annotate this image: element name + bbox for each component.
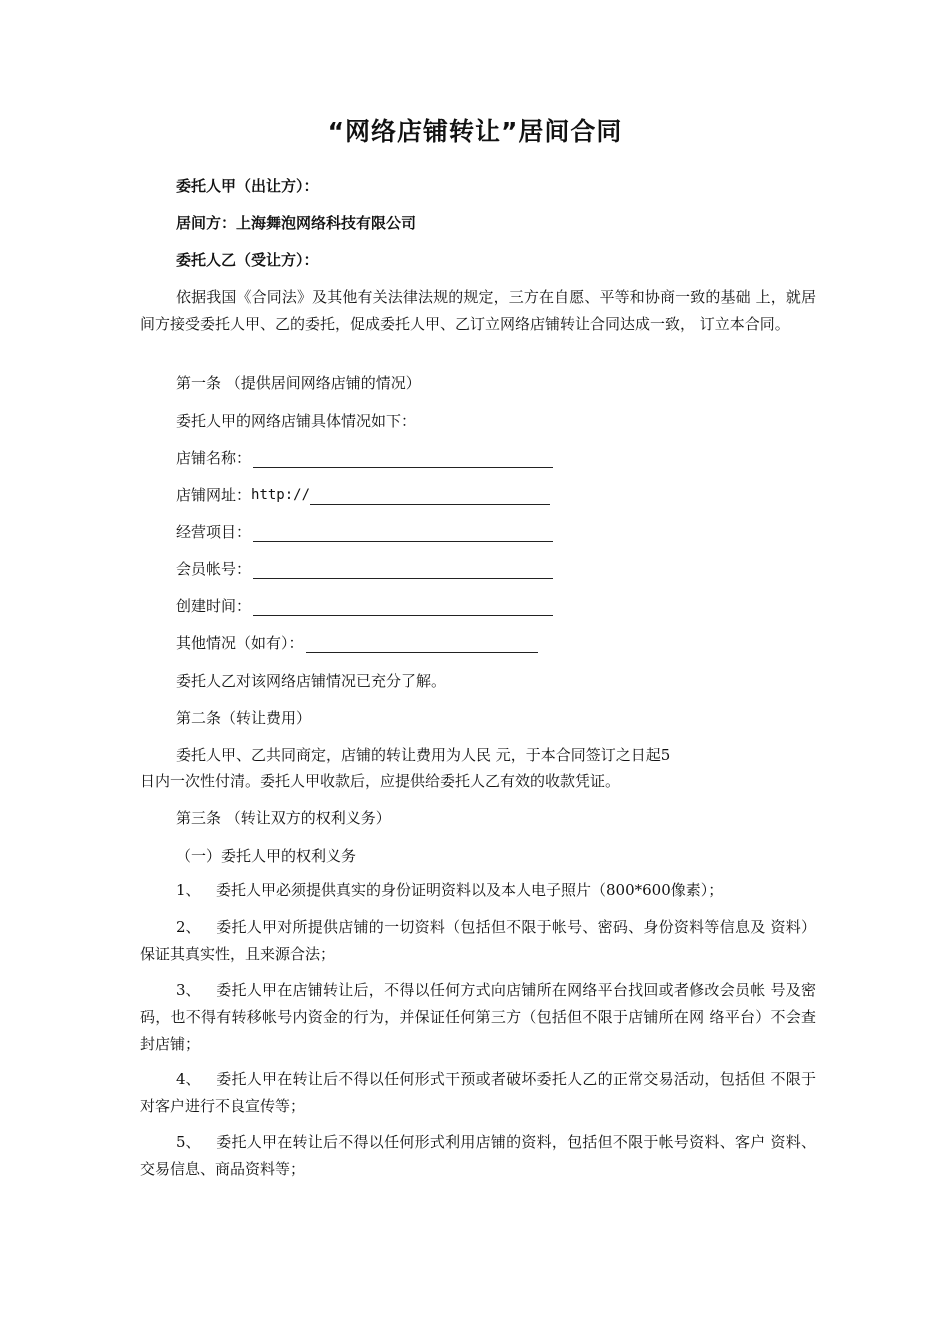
other-field [176, 633, 538, 653]
article1-heading: 第一条 （提供居间网络店铺的情况） [176, 374, 421, 392]
item-text: 委托人甲必须提供真实的身份证明资料以及本人电子照片（800*600像素）； [216, 881, 724, 899]
other-blank [306, 637, 538, 653]
item-text: 委托人甲对所提供店铺的一切资料（包括但不限于帐号、密码、身份资料等信息及 资料）保证其真实性，且来源合法； [140, 918, 816, 963]
party-b-label: 委托人乙（受让方）： [176, 251, 319, 269]
item-number: 1、 [176, 881, 201, 899]
document-title: “网络店铺转让”居间合同 [327, 117, 623, 146]
broker-label: 居间方：上海舞泡网络科技有限公司 [176, 214, 417, 232]
store-name-blank [253, 452, 553, 468]
item-number: 4、 [176, 1070, 201, 1088]
store-url-label: 店铺网址： [176, 486, 252, 504]
item-text: 委托人甲在转让后不得以任何形式干预或者破坏委托人乙的正常交易活动，包括但 不限于对客户进行不良宣传等； [140, 1070, 816, 1115]
article2-line2: 日内一次性付清。委托人甲收款后，应提供给委托人乙有效的收款凭证。 [140, 772, 621, 790]
item-text: 委托人甲在转让后不得以任何形式利用店铺的资料，包括但不限于帐号资料、客户 资料、交易信息、商品资料等； [140, 1133, 816, 1178]
item-number: 5、 [176, 1133, 201, 1151]
preamble-paragraph: 依据我国《合同法》及其他有关法律法规的规定，三方在自愿、平等和协商一致的基础 上，就居间方接受委托人甲、乙的委托，促成委托人甲、乙订立网络店铺转让合同达成一致， 订立本合同。 [140, 288, 816, 333]
obligation-item [140, 877, 816, 904]
article1-intro: 委托人甲的网络店铺具体情况如下： [176, 412, 417, 430]
item-text: 委托人甲在店铺转让后，不得以任何方式向店铺所在网络平台找回或者修改会员帐 号及密码，也不得有转移帐号内资金的行为，并保证任何第三方（包括但不限于店铺所在网 络平台）不会查封店铺； [140, 981, 816, 1053]
created-time-label: 创建时间： [176, 597, 252, 615]
article1-acknowledge: 委托人乙对该网络店铺情况已充分了解。 [176, 672, 447, 690]
store-name-label: 店铺名称： [176, 449, 252, 467]
store-url-prefix: http:// [251, 487, 311, 503]
article3-heading: 第三条 （转让双方的权利义务） [176, 809, 391, 827]
business-label: 经营项目： [176, 523, 252, 541]
item-number: 2、 [176, 918, 201, 936]
article2-line1: 委托人甲、乙共同商定，店铺的转让费用为人民 元，于本合同签订之日起5 [176, 746, 671, 764]
store-url-field [176, 485, 550, 505]
created-time-blank [253, 600, 553, 616]
obligation-item [140, 1129, 816, 1183]
obligation-item [140, 914, 816, 968]
member-account-blank [253, 563, 553, 579]
article3-sub1: （一）委托人甲的权利义务 [176, 847, 357, 865]
other-label: 其他情况（如有）： [176, 634, 304, 652]
article2-heading: 第二条（转让费用） [176, 709, 312, 727]
business-blank [253, 526, 553, 542]
store-name-field [176, 448, 553, 468]
member-account-label: 会员帐号： [176, 560, 252, 578]
created-time-field [176, 596, 553, 616]
item-number: 3、 [176, 981, 201, 999]
business-field [176, 522, 553, 542]
party-a-label: 委托人甲（出让方）： [176, 177, 319, 195]
obligation-item [140, 977, 816, 1058]
member-account-field [176, 559, 553, 579]
store-url-blank [310, 489, 550, 505]
obligation-item [140, 1066, 816, 1120]
